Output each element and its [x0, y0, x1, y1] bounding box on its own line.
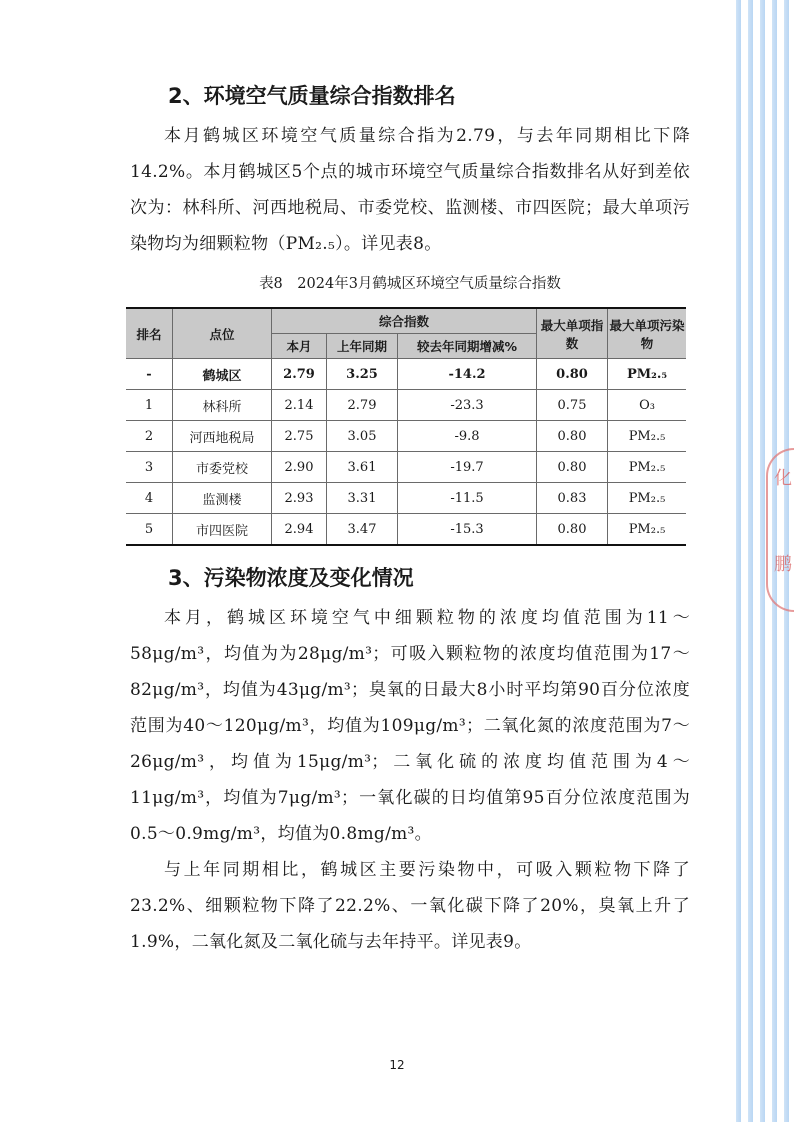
cell-last-year: 3.25 [327, 359, 398, 390]
cell-rank: 3 [126, 452, 173, 483]
header-composite: 综合指数 [272, 308, 537, 334]
cell-site: 河西地税局 [173, 421, 272, 452]
section-3-title: 3、污染物浓度及变化情况 [168, 566, 414, 590]
section-3-paragraph-1: 本月，鹤城区环境空气中细颗粒物的浓度均值范围为11～58μg/m³，均值为为28μg/m³；可吸入颗粒物的浓度均值范围为17～82μg/m³，均值为43μg/m³；臭氧的日最大8小时平均第90百分位浓度范围为40～120μg/m³，均值为109μg/m³；二氧化氮的浓度范围为7～26μg/m³，均值为15μg/m³；二氧化硫的浓度均值范围为4～11μg/m³，均值为7μg/m³；一氧化碳的日均值第95百分位浓度范围为0.5～0.9mg/m³，均值为0.8mg/m³。 [130, 608, 690, 844]
cell-last-year: 3.05 [327, 421, 398, 452]
seal-stamp: 化 鹏 [766, 448, 794, 612]
section-2-title: 2、环境空气质量综合指数排名 [168, 84, 456, 108]
cell-max-index: 0.80 [537, 452, 608, 483]
cell-rank: - [126, 359, 173, 390]
cell-this-month: 2.79 [272, 359, 327, 390]
cell-rank: 2 [126, 421, 173, 452]
table-row [126, 390, 686, 421]
cell-this-month: 2.94 [272, 514, 327, 546]
cell-last-year: 3.31 [327, 483, 398, 514]
cell-site: 市四医院 [173, 514, 272, 546]
cell-rank: 1 [126, 390, 173, 421]
cell-rank: 4 [126, 483, 173, 514]
cell-change: -14.2 [398, 359, 537, 390]
table-row [126, 483, 686, 514]
cell-this-month: 2.75 [272, 421, 327, 452]
cell-max-index: 0.80 [537, 421, 608, 452]
table-row [126, 359, 686, 390]
cell-change: -9.8 [398, 421, 537, 452]
header-change: 较去年同期增减% [398, 334, 537, 359]
cell-max-pollutant: PM₂.₅ [608, 452, 687, 483]
cell-last-year: 3.61 [327, 452, 398, 483]
cell-site: 市委党校 [173, 452, 272, 483]
header-last-year: 上年同期 [327, 334, 398, 359]
cell-max-pollutant: O₃ [608, 390, 687, 421]
cell-site: 监测楼 [173, 483, 272, 514]
cell-last-year: 2.79 [327, 390, 398, 421]
cell-max-index: 0.83 [537, 483, 608, 514]
section-3-body [130, 600, 690, 960]
cell-max-pollutant: PM₂.₅ [608, 359, 687, 390]
header-site: 点位 [173, 308, 272, 359]
cell-max-index: 0.80 [537, 359, 608, 390]
page-number: 12 [389, 1058, 405, 1072]
section-2-paragraph: 本月鹤城区环境空气质量综合指为2.79，与去年同期相比下降14.2%。本月鹤城区5个点的城市环境空气质量综合指数排名从好到差依次为：林科所、河西地税局、市委党校、监测楼、市四医院；最大单项污染物均为细颗粒物（PM₂.₅）。详见表8。 [130, 126, 690, 254]
header-max-index: 最大单项指数 [537, 308, 608, 359]
cell-change: -11.5 [398, 483, 537, 514]
cell-site: 鹤城区 [173, 359, 272, 390]
cell-this-month: 2.93 [272, 483, 327, 514]
cell-max-index: 0.75 [537, 390, 608, 421]
cell-last-year: 3.47 [327, 514, 398, 546]
cell-site: 林科所 [173, 390, 272, 421]
header-rank: 排名 [126, 308, 173, 359]
table-row [126, 421, 686, 452]
section-3-paragraph-2: 与上年同期相比，鹤城区主要污染物中，可吸入颗粒物下降了23.2%、细颗粒物下降了22.2%、一氧化碳下降了20%，臭氧上升了1.9%，二氧化氮及二氧化硫与去年持平。详见表9。 [130, 860, 690, 952]
table-row [126, 452, 686, 483]
table-8-caption: 表8 2024年3月鹤城区环境空气质量综合指数 [259, 276, 561, 292]
cell-this-month: 2.14 [272, 390, 327, 421]
cell-max-pollutant: PM₂.₅ [608, 483, 687, 514]
cell-rank: 5 [126, 514, 173, 546]
table-row [126, 514, 686, 546]
header-max-pollutant: 最大单项污染物 [608, 308, 687, 359]
cell-max-index: 0.80 [537, 514, 608, 546]
table-8 [126, 307, 686, 546]
cell-max-pollutant: PM₂.₅ [608, 514, 687, 546]
cell-change: -15.3 [398, 514, 537, 546]
cell-change: -23.3 [398, 390, 537, 421]
cell-this-month: 2.90 [272, 452, 327, 483]
cell-max-pollutant: PM₂.₅ [608, 421, 687, 452]
cell-change: -19.7 [398, 452, 537, 483]
header-this-month: 本月 [272, 334, 327, 359]
